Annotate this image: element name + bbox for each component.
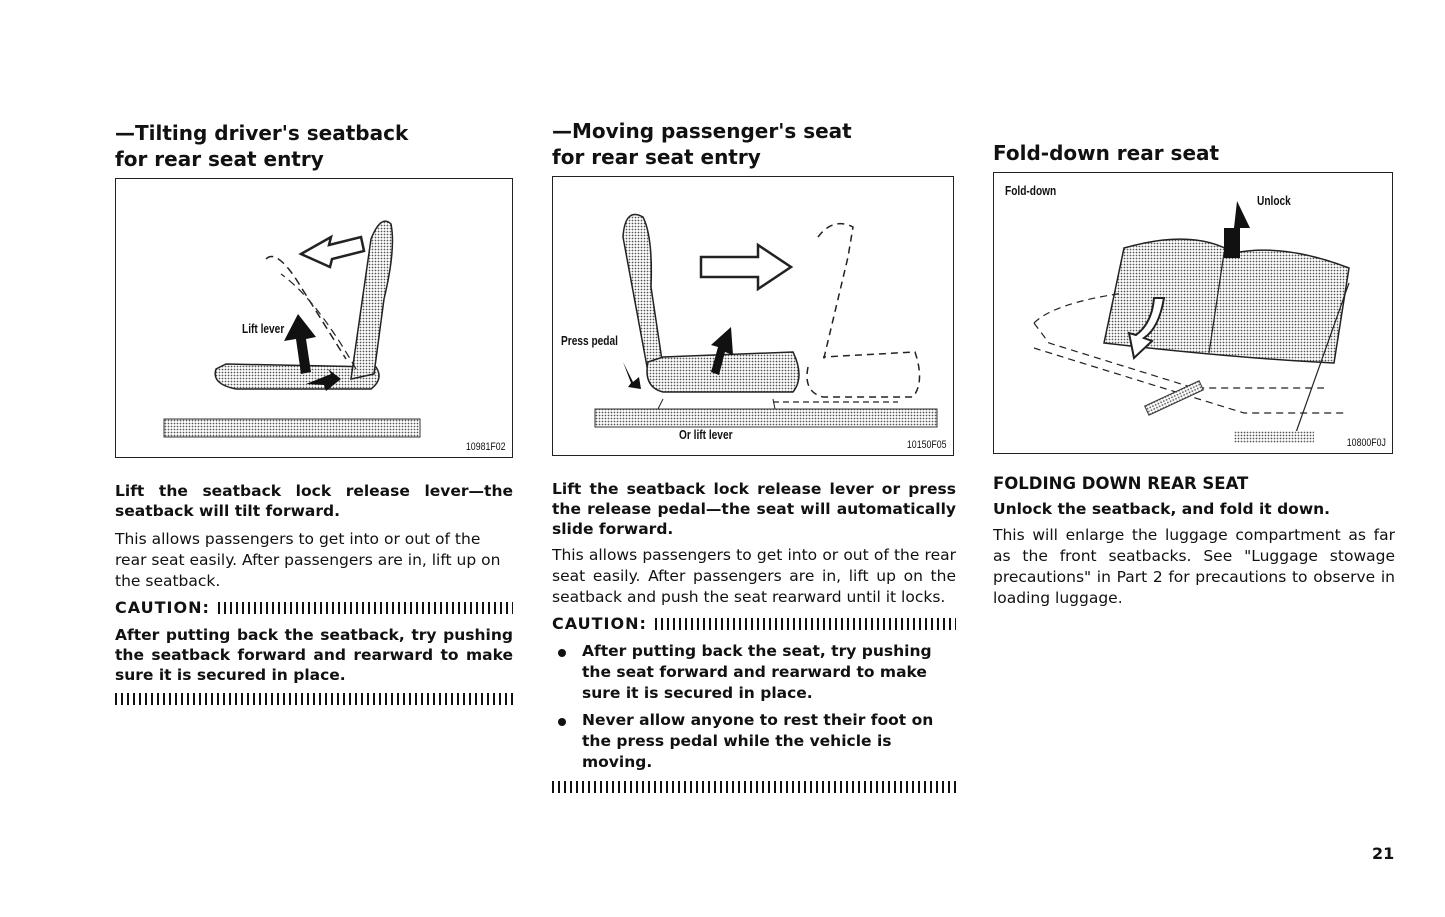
section-title-folding: FOLDING DOWN REAR SEAT xyxy=(993,474,1249,493)
column-moving-text xyxy=(552,479,956,793)
page-number: 21 xyxy=(1372,844,1395,863)
column-fold-down xyxy=(993,140,1393,166)
label-fold-down: Fold-down xyxy=(1005,183,1057,198)
caution-text: After putting back the seatback, try pushing the seatback forward and rearward to make sure it is secured in place. xyxy=(115,626,513,684)
column-tilting-seatback xyxy=(115,120,515,172)
figure-code: 10150F05 xyxy=(907,439,947,451)
figure-code: 10800F0J xyxy=(1346,437,1386,449)
caution-rule xyxy=(655,618,956,630)
label-lift-lever: Lift lever xyxy=(242,321,285,336)
lead-fold-down: Unlock the seatback, and fold it down. xyxy=(993,500,1331,518)
body-fold-down: This will enlarge the luggage compartment as far as the front seatbacks. See "Luggage stowage precautions" in Part 2 for precautions to observe in loading luggage. xyxy=(993,526,1395,607)
label-unlock: Unlock xyxy=(1257,193,1291,208)
caution-label: CAUTION: xyxy=(552,614,647,633)
column-moving-seat xyxy=(552,118,962,170)
heading-moving-line2: for rear seat entry xyxy=(552,145,761,169)
heading-tilting-line2: for rear seat entry xyxy=(115,147,324,171)
lead-tilting: Lift the seatback lock release lever—the seatback will tilt forward. xyxy=(115,482,513,520)
heading-fold-down: Fold-down rear seat xyxy=(993,141,1220,165)
bullet-dot xyxy=(558,649,566,657)
caution-bullet xyxy=(552,641,956,704)
caution-end-rule xyxy=(552,781,956,793)
figure-code: 10981F02 xyxy=(466,441,506,453)
heading-moving-line1: —Moving passenger's seat xyxy=(552,119,852,143)
heading-tilting-line1: —Tilting driver's seatback xyxy=(115,121,409,145)
figure-fold-down xyxy=(993,172,1393,454)
body-moving: This allows passengers to get into or out of the rear seat easily. After passengers are in, lift up on the seatback and push the seat rearward until it locks. xyxy=(552,546,956,606)
lead-moving: Lift the seatback lock release lever or press the release pedal—the seat will automatically slide forward. xyxy=(552,480,956,538)
body-tilting: This allows passengers to get into or out of the rear seat easily. After passengers are in, lift up on the seatback. xyxy=(115,530,501,590)
caution-header xyxy=(552,614,956,633)
caution-bullet-text: After putting back the seat, try pushing the seat forward and rearward to make sure it is secured in place. xyxy=(582,642,932,702)
caution-end-rule xyxy=(115,693,513,705)
column-fold-down-text xyxy=(993,474,1395,609)
rear-seat-illustration xyxy=(994,173,1392,453)
caution-label: CAUTION: xyxy=(115,598,210,617)
label-or-lift-lever: Or lift lever xyxy=(679,427,733,442)
seat-illustration-slide xyxy=(553,177,953,455)
figure-tilting-seatback xyxy=(115,178,513,458)
seat-illustration-tilt xyxy=(116,179,512,457)
label-press-pedal: Press pedal xyxy=(561,333,618,348)
caution-header xyxy=(115,598,513,617)
column-tilting-text xyxy=(115,481,513,705)
figure-moving-seat xyxy=(552,176,954,456)
bullet-dot xyxy=(558,718,566,726)
caution-bullet xyxy=(552,710,956,773)
caution-rule xyxy=(218,602,513,614)
caution-bullet-text: Never allow anyone to rest their foot on the press pedal while the vehicle is moving. xyxy=(582,711,934,771)
